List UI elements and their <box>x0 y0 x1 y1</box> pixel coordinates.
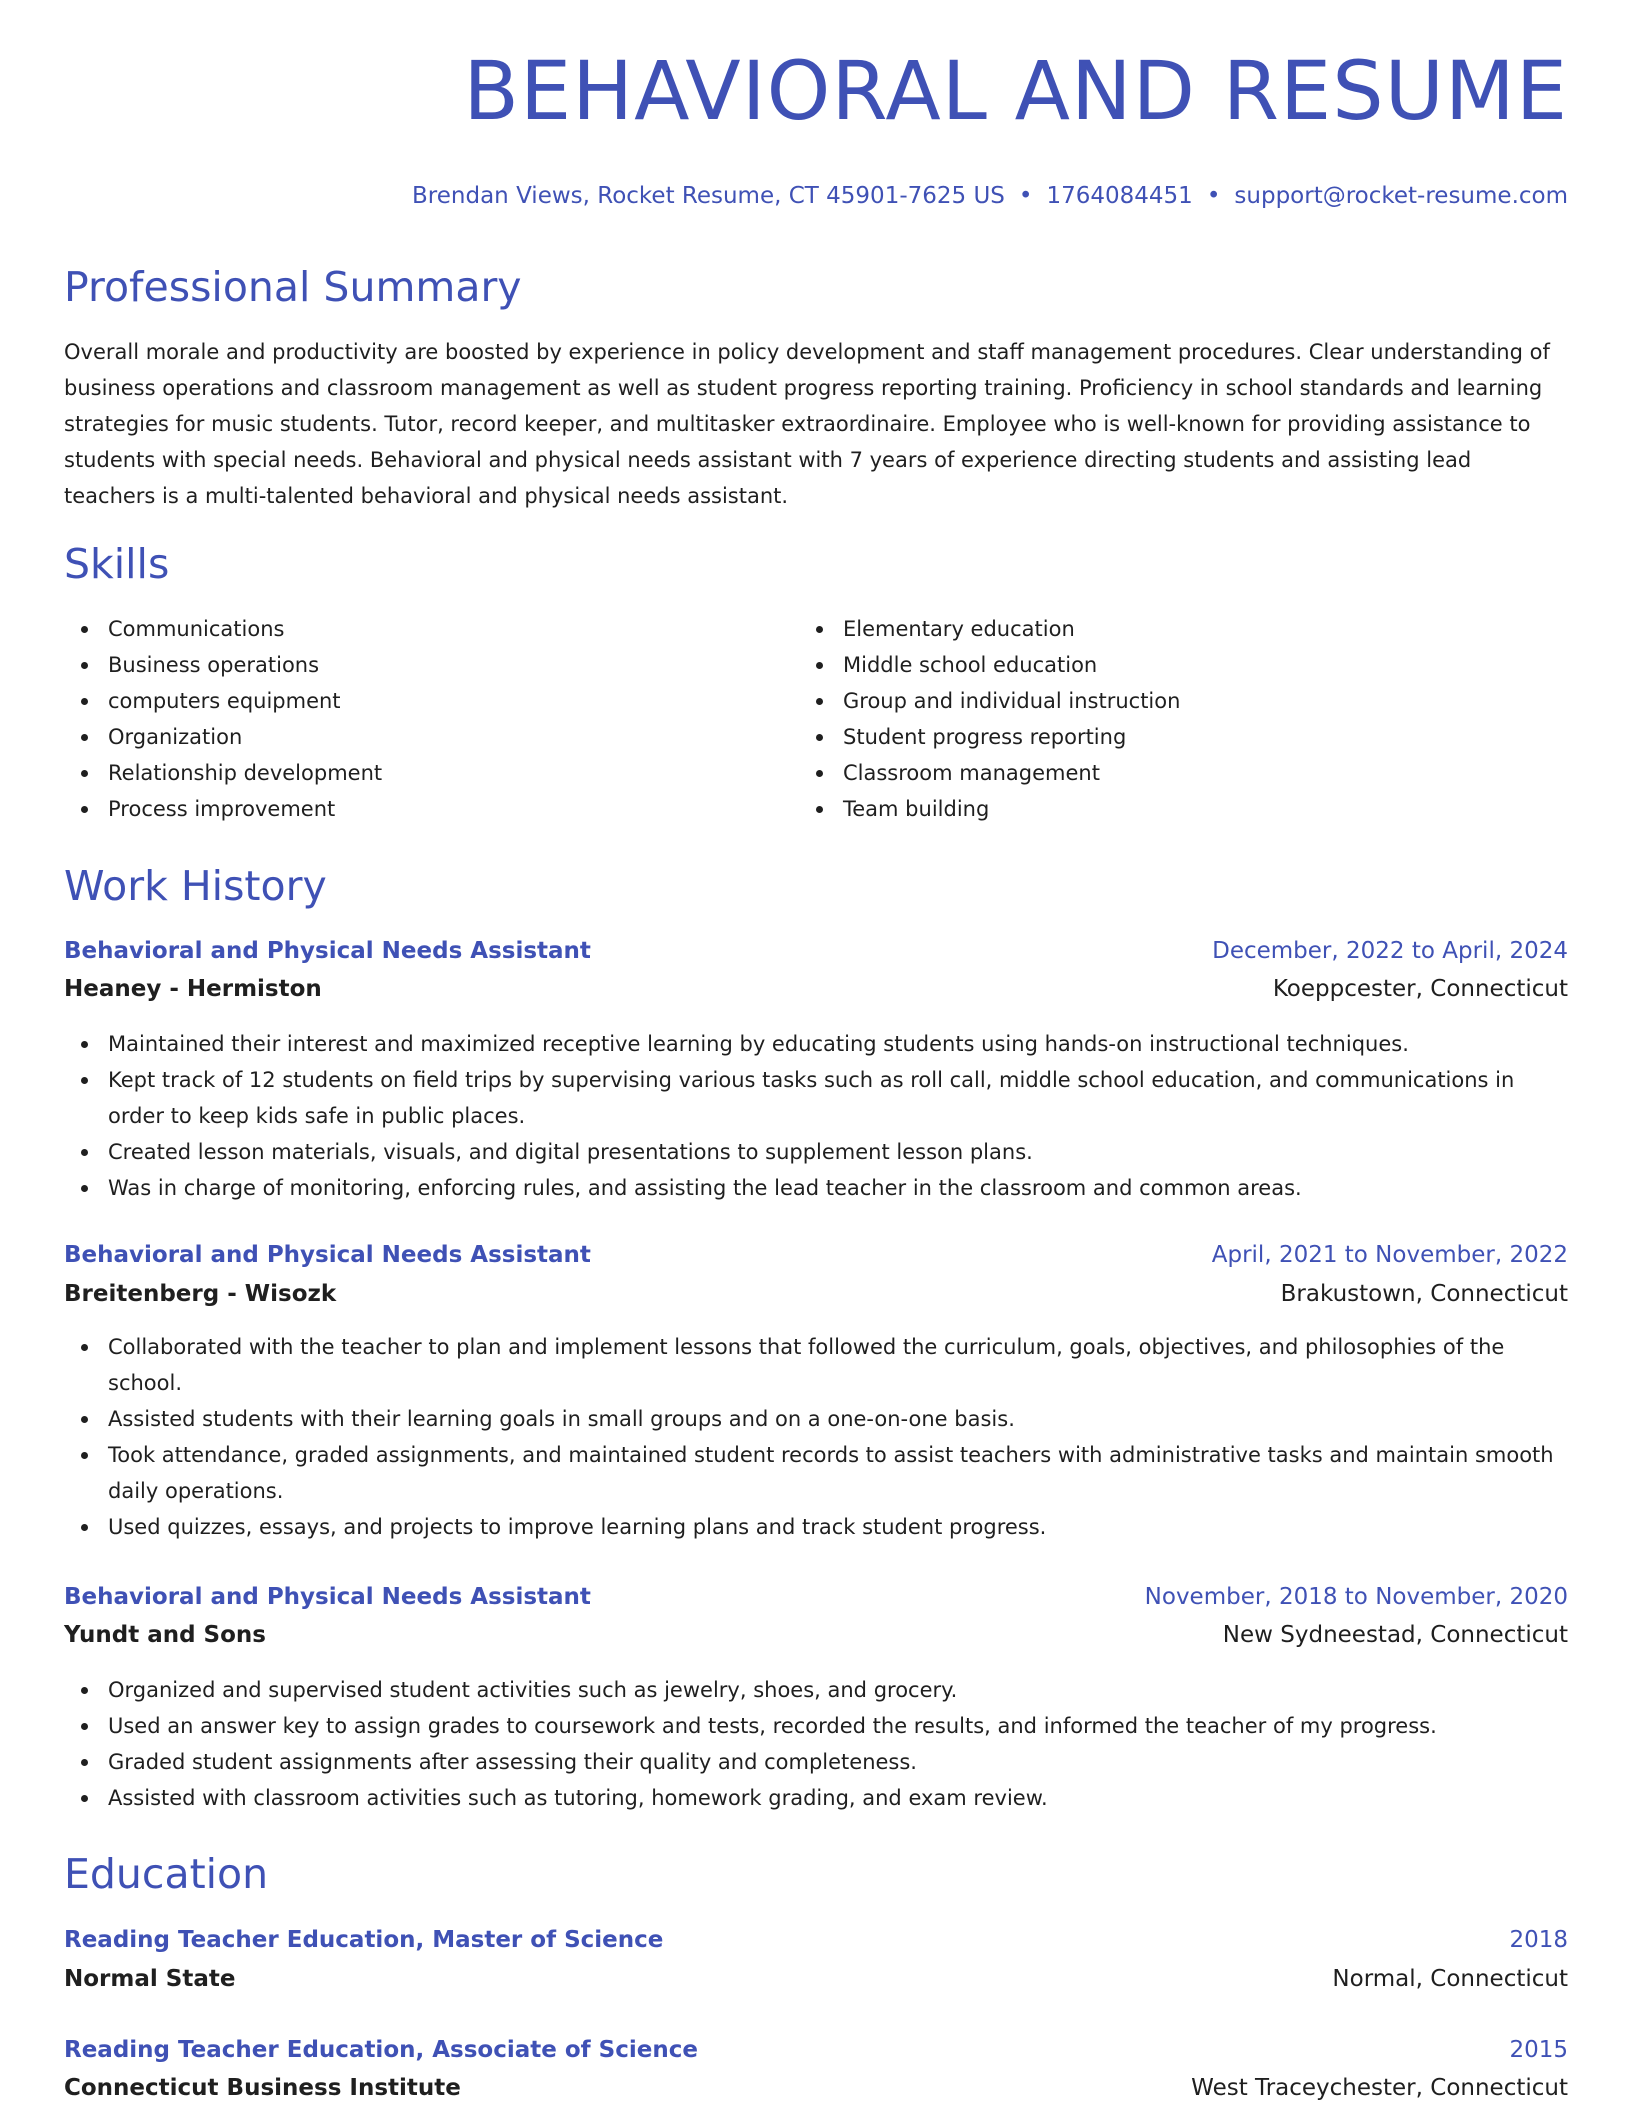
skills-list-right <box>799 611 1499 827</box>
work-heading: Work History <box>64 862 327 910</box>
skill-item: Organization <box>64 719 764 755</box>
education-school-row <box>64 2073 1568 2103</box>
job-org-row <box>64 974 1568 1004</box>
summary-heading: Professional Summary <box>64 263 522 311</box>
skill-item: Middle school education <box>799 647 1499 683</box>
job-org-row <box>64 1620 1568 1650</box>
education-location: West Traceychester, Connecticut <box>1191 2075 1568 2101</box>
job-header <box>64 936 1568 966</box>
contact-address: Brendan Views, Rocket Resume, CT 45901-7625 US <box>412 183 1005 209</box>
summary-text: Overall morale and productivity are boosted by experience in policy development and staff management procedures. Clear understanding of business operations and classroom management as well as student progress reporting training. Proficiency in school standards and learning strategies for music students. Tutor, record keeper, and multitasker extraordinaire. Employee who is well-known for providing assistance to students with special needs. Behavioral and physical needs assistant with 7 years of experience directing students and assisting lead teachers is a multi-talented behavioral and physical needs assistant. <box>64 340 1550 508</box>
education-degree: Reading Teacher Education, Associate of Science <box>64 2037 698 2063</box>
job-duty: Collaborated with the teacher to plan and implement lessons that followed the curriculum, goals, objectives, and philosophies of the school. <box>64 1329 1568 1401</box>
job-title: Behavioral and Physical Needs Assistant <box>64 938 591 964</box>
skill-item: computers equipment <box>64 683 764 719</box>
contact-separator: • <box>1018 183 1033 209</box>
skill-item: Classroom management <box>799 755 1499 791</box>
job-employer: Heaney - Hermiston <box>64 976 322 1002</box>
skill-item: Group and individual instruction <box>799 683 1499 719</box>
education-header <box>64 2035 1568 2065</box>
contact-email: support@rocket-resume.com <box>1234 183 1568 209</box>
job-duty: Maintained their interest and maximized receptive learning by educating students using hands-on instructional techniques. <box>64 1026 1568 1062</box>
skill-item: Elementary education <box>799 611 1499 647</box>
job-title: Behavioral and Physical Needs Assistant <box>64 1584 591 1610</box>
job-location: New Sydneestad, Connecticut <box>1222 1622 1568 1648</box>
job-location: Koeppcester, Connecticut <box>1272 976 1568 1002</box>
education-year: 2018 <box>1509 1927 1568 1953</box>
job-duty: Created lesson materials, visuals, and digital presentations to supplement lesson plans. <box>64 1134 1568 1170</box>
resume-name: BEHAVIORAL AND RESUME <box>463 45 1568 139</box>
job-duty: Took attendance, graded assignments, and maintained student records to assist teachers with administrative tasks and maintain smooth daily operations. <box>64 1437 1568 1509</box>
skill-item: Student progress reporting <box>799 719 1499 755</box>
education-degree: Reading Teacher Education, Master of Science <box>64 1927 664 1953</box>
job-header <box>64 1582 1568 1612</box>
job-duties <box>64 1672 1568 1816</box>
job-duty: Was in charge of monitoring, enforcing rules, and assisting the lead teacher in the classroom and common areas. <box>64 1170 1568 1206</box>
job-employer: Yundt and Sons <box>64 1622 266 1648</box>
contact-line <box>412 182 1568 210</box>
education-school: Connecticut Business Institute <box>64 2075 461 2101</box>
job-dates: November, 2018 to November, 2020 <box>1144 1584 1568 1610</box>
education-heading: Education <box>64 1850 269 1898</box>
education-school: Normal State <box>64 1966 236 1992</box>
job-duties <box>64 1329 1568 1545</box>
education-location: Normal, Connecticut <box>1332 1966 1568 1992</box>
job-location: Brakustown, Connecticut <box>1280 1281 1568 1307</box>
contact-separator: • <box>1206 183 1221 209</box>
job-duty: Used an answer key to assign grades to coursework and tests, recorded the results, and informed the teacher of my progress. <box>64 1708 1568 1744</box>
education-header <box>64 1925 1568 1955</box>
job-employer: Breitenberg - Wisozk <box>64 1281 337 1307</box>
skill-item: Process improvement <box>64 791 764 827</box>
skill-item: Business operations <box>64 647 764 683</box>
skill-item: Communications <box>64 611 764 647</box>
job-duty: Used quizzes, essays, and projects to improve learning plans and track student progress. <box>64 1509 1568 1545</box>
job-title: Behavioral and Physical Needs Assistant <box>64 1242 591 1268</box>
skills-list-left <box>64 611 764 827</box>
job-duty: Assisted students with their learning goals in small groups and on a one-on-one basis. <box>64 1401 1568 1437</box>
education-school-row <box>64 1964 1568 1994</box>
skill-item: Relationship development <box>64 755 764 791</box>
job-duty: Kept track of 12 students on field trips by supervising various tasks such as roll call, middle school education, and communications in order to keep kids safe in public places. <box>64 1062 1568 1134</box>
skills-heading: Skills <box>64 540 170 588</box>
job-duties <box>64 1026 1568 1206</box>
job-duty: Organized and supervised student activities such as jewelry, shoes, and grocery. <box>64 1672 1568 1708</box>
job-dates: December, 2022 to April, 2024 <box>1212 938 1568 964</box>
job-org-row <box>64 1279 1568 1309</box>
job-duty: Graded student assignments after assessing their quality and completeness. <box>64 1744 1568 1780</box>
job-header <box>64 1240 1568 1270</box>
job-dates: April, 2021 to November, 2022 <box>1211 1242 1568 1268</box>
contact-phone: 1764084451 <box>1046 183 1193 209</box>
job-duty: Assisted with classroom activities such as tutoring, homework grading, and exam review. <box>64 1780 1568 1816</box>
skill-item: Team building <box>799 791 1499 827</box>
education-year: 2015 <box>1509 2037 1568 2063</box>
